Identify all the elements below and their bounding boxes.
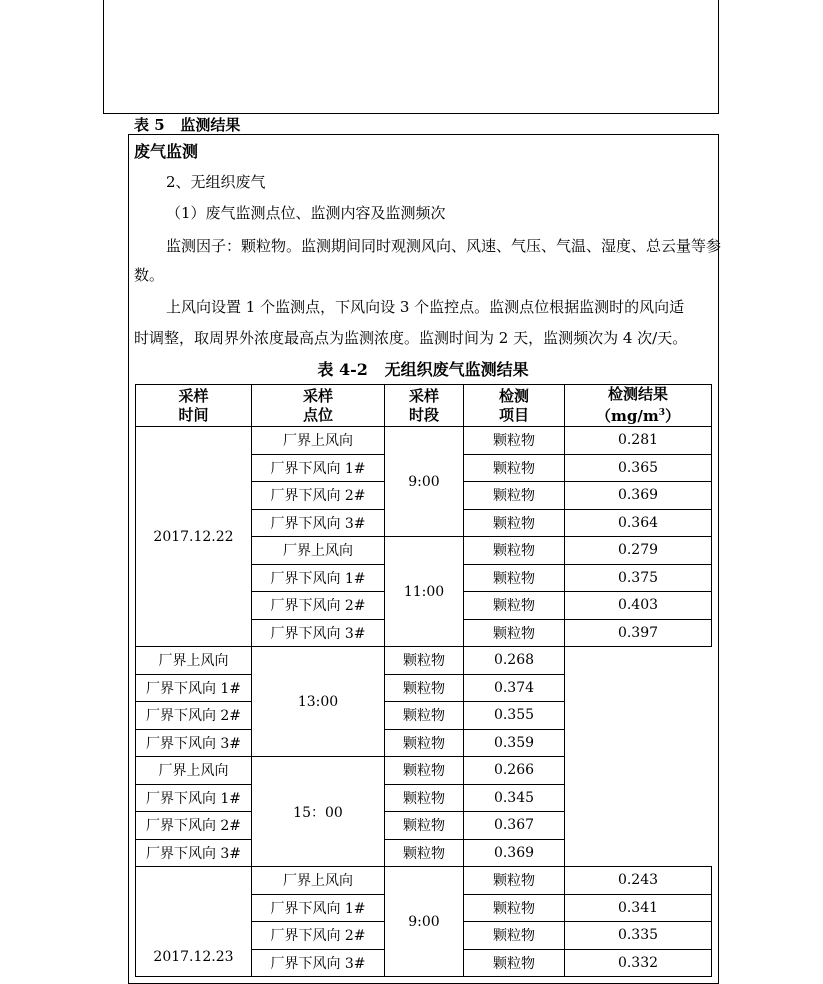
sampling-point-cell: 厂界下风向 3# — [252, 509, 385, 537]
test-item-cell: 颗粒物 — [464, 509, 565, 537]
sampling-period-cell: 9:00 — [385, 427, 464, 537]
test-item-cell: 颗粒物 — [464, 592, 565, 620]
table-row — [136, 674, 712, 702]
sampling-period-cell: 11:00 — [385, 537, 464, 647]
test-item-cell: 颗粒物 — [385, 757, 464, 785]
sampling-point-cell: 厂界下风向 2# — [136, 812, 252, 840]
result-value-cell: 0.397 — [565, 619, 712, 647]
result-value-cell: 0.364 — [565, 509, 712, 537]
test-item-cell: 颗粒物 — [464, 427, 565, 455]
sampling-period-cell: 13:00 — [252, 647, 385, 757]
result-value-cell: 0.345 — [464, 784, 565, 812]
test-item-cell: 颗粒物 — [385, 839, 464, 867]
header-sampling-point: 采样 点位 — [252, 385, 385, 427]
sampling-point-cell: 厂界下风向 2# — [136, 702, 252, 730]
paragraph-factors-cont: 数。 — [134, 266, 165, 284]
result-value-cell: 0.359 — [464, 729, 565, 757]
result-value-cell: 0.367 — [464, 812, 565, 840]
result-value-cell: 0.355 — [464, 702, 565, 730]
result-value-cell: 0.332 — [565, 949, 712, 977]
result-value-cell: 0.375 — [565, 564, 712, 592]
test-item-cell: 颗粒物 — [385, 674, 464, 702]
table-row — [136, 784, 712, 812]
sampling-point-cell: 厂界上风向 — [252, 427, 385, 455]
table-row — [136, 702, 712, 730]
paragraph-subheading: （1）废气监测点位、监测内容及监测频次 — [166, 204, 446, 222]
paragraph-points: 上风向设置 1 个监测点，下风向设 3 个监控点。监测点位根据监测时的风向适 — [166, 298, 685, 316]
sampling-date-cell: 2017.12.23 — [136, 867, 252, 977]
result-value-cell: 0.266 — [464, 757, 565, 785]
section-title: 废气监测 — [134, 142, 199, 161]
sampling-point-cell: 厂界下风向 3# — [252, 619, 385, 647]
table-row — [136, 812, 712, 840]
sampling-period-cell: 9:00 — [385, 867, 464, 977]
table-row — [136, 729, 712, 757]
result-value-cell: 0.279 — [565, 537, 712, 565]
paragraph-heading: 2、无组织废气 — [166, 173, 266, 191]
test-item-cell: 颗粒物 — [385, 702, 464, 730]
sampling-point-cell: 厂界下风向 1# — [252, 564, 385, 592]
sampling-point-cell: 厂界下风向 2# — [252, 922, 385, 950]
table-row — [136, 867, 712, 895]
sampling-point-cell: 厂界上风向 — [252, 537, 385, 565]
result-value-cell: 0.341 — [565, 894, 712, 922]
sampling-point-cell: 厂界下风向 2# — [252, 592, 385, 620]
sampling-point-cell: 厂界上风向 — [252, 867, 385, 895]
test-item-cell: 颗粒物 — [464, 922, 565, 950]
result-value-cell: 0.374 — [464, 674, 565, 702]
result-value-cell: 0.403 — [565, 592, 712, 620]
test-item-cell: 颗粒物 — [464, 894, 565, 922]
test-item-cell: 颗粒物 — [464, 619, 565, 647]
table-row — [136, 647, 712, 675]
table-4-2-caption: 表 4-2 无组织废气监测结果 — [317, 360, 529, 379]
test-item-cell: 颗粒物 — [385, 647, 464, 675]
table-row — [136, 757, 712, 785]
sampling-point-cell: 厂界下风向 3# — [136, 729, 252, 757]
table-header-row — [136, 385, 712, 427]
sampling-period-cell: 15：00 — [252, 757, 385, 867]
sampling-date-cell: 2017.12.22 — [136, 427, 252, 647]
emission-results-table — [135, 384, 712, 977]
test-item-cell: 颗粒物 — [464, 537, 565, 565]
sampling-point-cell: 厂界下风向 1# — [252, 894, 385, 922]
paragraph-points-cont: 时调整，取周界外浓度最高点为监测浓度。监测时间为 2 天，监测频次为 4 次/天。 — [134, 329, 688, 347]
sampling-point-cell: 厂界下风向 1# — [136, 784, 252, 812]
table5-caption: 表 5 监测结果 — [134, 116, 241, 134]
test-item-cell: 颗粒物 — [464, 564, 565, 592]
test-item-cell: 颗粒物 — [464, 482, 565, 510]
paragraph-factors: 监测因子：颗粒物。监测期间同时观测风向、风速、气压、气温、湿度、总云量等参 — [166, 237, 722, 255]
header-test-item: 检测 项目 — [464, 385, 565, 427]
sampling-point-cell: 厂界下风向 3# — [136, 839, 252, 867]
result-value-cell: 0.243 — [565, 867, 712, 895]
table-row — [136, 839, 712, 867]
result-value-cell: 0.369 — [565, 482, 712, 510]
table-row — [136, 427, 712, 455]
header-test-result: 检测结果 $(mg/m^3)$ — [565, 385, 712, 427]
test-item-cell: 颗粒物 — [385, 729, 464, 757]
sampling-point-cell: 厂界上风向 — [136, 757, 252, 785]
result-value-cell: 0.365 — [565, 454, 712, 482]
sampling-point-cell: 厂界下风向 2# — [252, 482, 385, 510]
sampling-point-cell: 厂界上风向 — [136, 647, 252, 675]
previous-table-box — [103, 0, 719, 114]
header-sampling-time: 采样 时间 — [136, 385, 252, 427]
test-item-cell: 颗粒物 — [464, 867, 565, 895]
sampling-point-cell: 厂界下风向 1# — [136, 674, 252, 702]
sampling-point-cell: 厂界下风向 1# — [252, 454, 385, 482]
table-body — [136, 427, 712, 977]
result-value-cell: 0.369 — [464, 839, 565, 867]
test-item-cell: 颗粒物 — [385, 812, 464, 840]
header-sampling-period: 采样 时段 — [385, 385, 464, 427]
sampling-point-cell: 厂界下风向 3# — [252, 949, 385, 977]
test-item-cell: 颗粒物 — [385, 784, 464, 812]
test-item-cell: 颗粒物 — [464, 949, 565, 977]
result-value-cell: 0.281 — [565, 427, 712, 455]
result-value-cell: 0.335 — [565, 922, 712, 950]
test-item-cell: 颗粒物 — [464, 454, 565, 482]
result-value-cell: 0.268 — [464, 647, 565, 675]
